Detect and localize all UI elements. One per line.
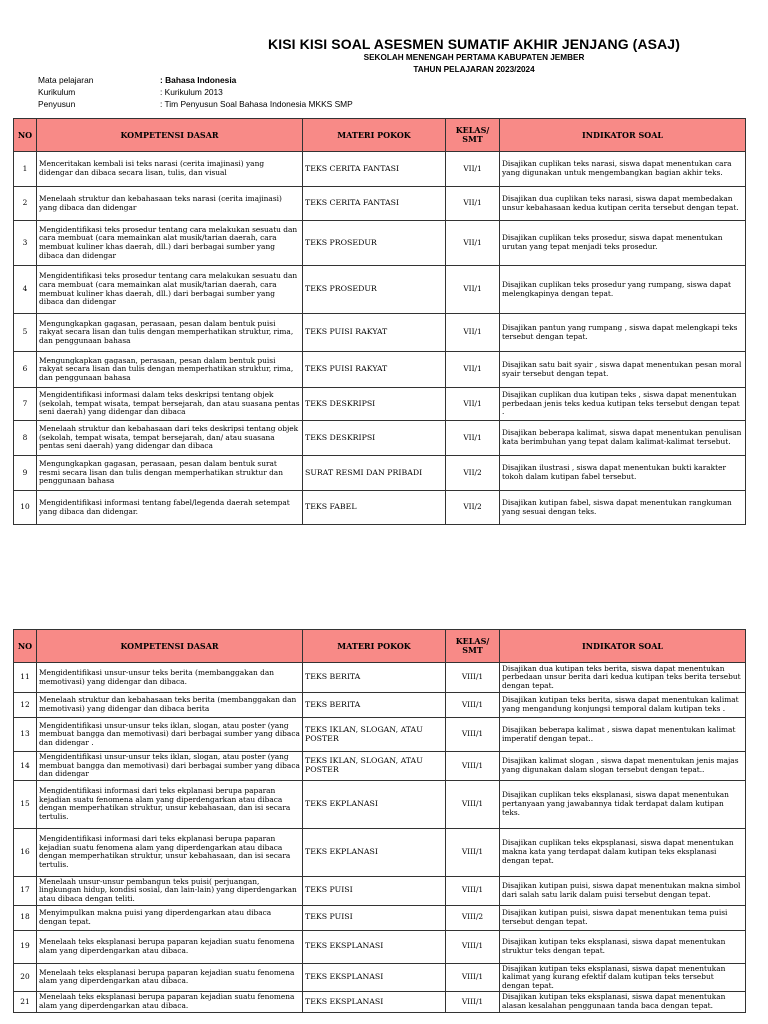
table-row <box>14 187 746 221</box>
kelas-smt-cell: VIII/1 <box>446 693 500 718</box>
grid-table-2 <box>13 629 746 1013</box>
kompetensi-dasar-cell: Mengidentifikasi unsur-unsur teks iklan, slogan, atau poster (yang membuat bangga dan memotivasi) dari berbagai sumber yang dibaca dan didengar <box>37 752 303 781</box>
meta-row-subject <box>38 74 353 86</box>
table-row <box>14 221 746 266</box>
col-header-no: NO <box>14 119 37 152</box>
materi-pokok-cell: TEKS BERITA <box>303 693 446 718</box>
kompetensi-dasar-cell: Mengidentifikasi informasi dari teks ekplanasi berupa paparan kejadian suatu fenomena alam yang diperdengarkan atau dibaca dengan memperhatikan struktur, unsur kebahasaan, dan isi secara tertulis. <box>37 828 303 876</box>
indikator-soal-cell: Disajikan kutipan teks berita, siswa dapat menentukan kalimat yang mengandung konjungsi temporal dalam kutipan teks . <box>500 693 746 718</box>
kompetensi-dasar-cell: Mengidentifikasi unsur-unsur teks berita (membanggakan dan memotivasi) yang didengar dan dibaca. <box>37 663 303 693</box>
meta-value: : Kurikulum 2013 <box>160 87 223 97</box>
row-number: 9 <box>14 456 37 491</box>
col-header-materi: MATERI POKOK <box>303 630 446 663</box>
kelas-smt-cell: VII/2 <box>446 491 500 525</box>
row-number: 5 <box>14 314 37 352</box>
kompetensi-dasar-cell: Menelaah struktur dan kebahasaan teks narasi (cerita imajinasi) yang dibaca dan didengar <box>37 187 303 221</box>
col-header-materi: MATERI POKOK <box>303 119 446 152</box>
table-row <box>14 992 746 1012</box>
kelas-smt-cell: VII/1 <box>446 187 500 221</box>
table-header-row <box>14 119 746 152</box>
academic-year: TAHUN PELAJARAN 2023/2024 <box>413 65 535 74</box>
kompetensi-dasar-cell: Menceritakan kembali isi teks narasi (cerita imajinasi) yang didengar dan dibaca secara lisan, tulis, dan visual <box>37 152 303 187</box>
indikator-soal-cell: Disajikan kutipan teks eksplanasi, siswa dapat menentukan struktur teks dengan tepat. <box>500 930 746 963</box>
kompetensi-dasar-cell: Menelaah struktur dan kebahasaan dari teks deskripsi tentang objek (sekolah, tempat wisata, tempat bersejarah, dan/ atau suasana pentas seni daerah) yang didengar dan dibaca <box>37 421 303 456</box>
kelas-smt-cell: VIII/1 <box>446 876 500 905</box>
table-row <box>14 752 746 781</box>
kelas-smt-cell: VIII/1 <box>446 752 500 781</box>
indikator-soal-cell: Disajikan kutipan teks eksplanasi, siswa dapat menentukan alasan kesalahan penggunaan tanda baca dengan tepat. <box>500 992 746 1012</box>
row-number: 13 <box>14 718 37 752</box>
row-number: 8 <box>14 421 37 456</box>
col-header-indikator: INDIKATOR SOAL <box>500 119 746 152</box>
row-number: 15 <box>14 780 37 828</box>
kompetensi-dasar-cell: Menelaah teks eksplanasi berupa paparan kejadian suatu fenomena alam yang diperdengarkan atau dibaca. <box>37 930 303 963</box>
row-number: 17 <box>14 876 37 905</box>
materi-pokok-cell: TEKS DESKRIPSI <box>303 421 446 456</box>
kompetensi-dasar-cell: Mengidentifikasi teks prosedur tentang cara melakukan sesuatu dan cara membuat (cara memainkan alat musik/tarian daerah, cara membuat kuliner khas daerah, dll.) dari berbagai sumber yang dibaca dan didengar <box>37 221 303 266</box>
table-body-1 <box>14 152 746 525</box>
col-header-kelas <box>446 630 500 663</box>
kompetensi-dasar-cell: Menyimpulkan makna puisi yang diperdengarkan atau dibaca dengan tepat. <box>37 905 303 930</box>
kelas-smt-cell: VII/1 <box>446 421 500 456</box>
row-number: 18 <box>14 905 37 930</box>
meta-label: Penyusun <box>38 99 76 109</box>
row-number: 21 <box>14 992 37 1012</box>
table-row <box>14 718 746 752</box>
table-row <box>14 828 746 876</box>
indikator-soal-cell: Disajikan beberapa kalimat, siswa dapat menentukan penulisan kata berimbuhan yang tepat dalam kalimat-kalimat tersebut. <box>500 421 746 456</box>
kelas-smt-cell: VII/2 <box>446 456 500 491</box>
meta-row-curriculum <box>38 86 353 98</box>
row-number: 12 <box>14 693 37 718</box>
table-row <box>14 663 746 693</box>
materi-pokok-cell: TEKS PUISI RAKYAT <box>303 314 446 352</box>
kelas-smt-cell: VIII/1 <box>446 930 500 963</box>
materi-pokok-cell: TEKS EKSPLANASI <box>303 930 446 963</box>
kelas-smt-cell: VII/1 <box>446 352 500 388</box>
indikator-soal-cell: Disajikan cuplikan teks prosedur yang rumpang, siswa dapat melengkapinya dengan tepat. <box>500 266 746 314</box>
row-number: 6 <box>14 352 37 388</box>
row-number: 2 <box>14 187 37 221</box>
materi-pokok-cell: TEKS EKPLANASI <box>303 828 446 876</box>
kompetensi-dasar-cell: Menelaah unsur-unsur pembangun teks puisi( perjuangan, lingkungan hidup, kondisi sosial, dan lain-lain) yang diperdengarkan atau dibaca dengan teliti. <box>37 876 303 905</box>
kelas-smt-cell: VII/1 <box>446 152 500 187</box>
table-row <box>14 930 746 963</box>
materi-pokok-cell: TEKS CERITA FANTASI <box>303 152 446 187</box>
table-row <box>14 152 746 187</box>
table-row <box>14 693 746 718</box>
materi-pokok-cell: TEKS CERITA FANTASI <box>303 187 446 221</box>
kompetensi-dasar-cell: Mengidentifikasi teks prosedur tentang cara melakukan sesuatu dan cara membuat (cara memainkan alat musik/tarian daerah, cara membuat kuliner khas daerah, dll.) dari berbagai sumber yang dibaca dan didengar <box>37 266 303 314</box>
meta-value: : Bahasa Indonesia <box>160 75 237 85</box>
row-number: 11 <box>14 663 37 693</box>
indikator-soal-cell: Disajikan kutipan puisi, siswa dapat menentukan makna simbol dari salah satu larik dalam puisi tersebut dengan tepat. <box>500 876 746 905</box>
materi-pokok-cell: TEKS FABEL <box>303 491 446 525</box>
col-header-kd: KOMPETENSI DASAR <box>37 119 303 152</box>
smt-label: SMT <box>462 134 483 144</box>
indikator-soal-cell: Disajikan kutipan fabel, siswa dapat menentukan rangkuman yang sesuai dengan teks. <box>500 491 746 525</box>
materi-pokok-cell: TEKS EKSPLANASI <box>303 992 446 1012</box>
table-row <box>14 456 746 491</box>
kelas-smt-cell: VII/1 <box>446 221 500 266</box>
kelas-smt-cell: VII/1 <box>446 266 500 314</box>
materi-pokok-cell: TEKS IKLAN, SLOGAN, ATAU POSTER <box>303 718 446 752</box>
table-row <box>14 780 746 828</box>
indikator-soal-cell: Disajikan pantun yang rumpang , siswa dapat melengkapi teks tersebut dengan tepat. <box>500 314 746 352</box>
col-header-no: NO <box>14 630 37 663</box>
row-number: 16 <box>14 828 37 876</box>
kompetensi-dasar-cell: Menelaah struktur dan kebahasaan teks berita (membanggakan dan memotivasi) yang didengar dan dibaca berita <box>37 693 303 718</box>
row-number: 3 <box>14 221 37 266</box>
kelas-smt-cell: VIII/1 <box>446 963 500 992</box>
kompetensi-dasar-cell: Menelaah teks eksplanasi berupa paparan kejadian suatu fenomena alam yang diperdengarkan atau dibaca. <box>37 992 303 1012</box>
row-number: 4 <box>14 266 37 314</box>
materi-pokok-cell: TEKS BERITA <box>303 663 446 693</box>
materi-pokok-cell: TEKS EKSPLANASI <box>303 963 446 992</box>
col-header-kelas <box>446 119 500 152</box>
materi-pokok-cell: TEKS PROSEDUR <box>303 221 446 266</box>
table-row <box>14 963 746 992</box>
meta-label: Kurikulum <box>38 87 76 97</box>
materi-pokok-cell: TEKS PUISI <box>303 876 446 905</box>
row-number: 20 <box>14 963 37 992</box>
kelas-smt-cell: VIII/1 <box>446 992 500 1012</box>
row-number: 14 <box>14 752 37 781</box>
kompetensi-dasar-cell: Mengungkapkan gagasan, perasaan, pesan dalam bentuk puisi rakyat secara lisan dan tulis dengan memperhatikan struktur, rima, dan penggunaan bahasa <box>37 314 303 352</box>
col-header-indikator: INDIKATOR SOAL <box>500 630 746 663</box>
table-row <box>14 491 746 525</box>
materi-pokok-cell: TEKS DESKRIPSI <box>303 388 446 421</box>
kompetensi-dasar-cell: Mengidentifikasi informasi dalam teks deskripsi tentang objek (sekolah, tempat wisata, tempat bersejarah, dan atau suasana pentas seni daerah) yang didengar dan dibaca <box>37 388 303 421</box>
indikator-soal-cell: Disajikan kutipan teks eksplanasi, siswa dapat menentukan kalimat yang kurang efektif dalam kutipan teks tersebut dengan tepat. <box>500 963 746 992</box>
indikator-soal-cell: Disajikan satu bait syair , siswa dapat menentukan pesan moral syair tersebut dengan tepat. <box>500 352 746 388</box>
table-row <box>14 876 746 905</box>
kompetensi-dasar-cell: Mengidentifikasi informasi tentang fabel/legenda daerah setempat yang dibaca dan didengar. <box>37 491 303 525</box>
indikator-soal-cell: Disajikan beberapa kalimat , siswa dapat menentukan kalimat imperatif dengan tepat.. <box>500 718 746 752</box>
school-name: SEKOLAH MENENGAH PERTAMA KABUPATEN JEMBER <box>363 53 585 62</box>
kelas-smt-cell: VIII/1 <box>446 780 500 828</box>
indikator-soal-cell: Disajikan kutipan puisi, siswa dapat menentukan tema puisi tersebut dengan tepat. <box>500 905 746 930</box>
indikator-soal-cell: Disajikan kalimat slogan , siswa dapat menentukan jenis majas yang digunakan dalam slogan tersebut dengan tepat.. <box>500 752 746 781</box>
kelas-smt-cell: VII/1 <box>446 314 500 352</box>
col-header-kd: KOMPETENSI DASAR <box>37 630 303 663</box>
row-number: 7 <box>14 388 37 421</box>
kelas-smt-cell: VIII/1 <box>446 828 500 876</box>
indikator-soal-cell: Disajikan dua kutipan teks berita, siswa dapat menentukan perbedaan unsur berita dari kedua kutipan teks berita tersebut dengan tepat. <box>500 663 746 693</box>
table-row <box>14 905 746 930</box>
kompetensi-dasar-cell: Menelaah teks eksplanasi berupa paparan kejadian suatu fenomena alam yang diperdengarkan atau dibaca. <box>37 963 303 992</box>
kelas-label: KELAS/ <box>455 125 490 136</box>
kelas-smt-cell: VII/1 <box>446 388 500 421</box>
document-title: KISI KISI SOAL ASESMEN SUMATIF AKHIR JENJANG (ASAJ) <box>268 36 680 52</box>
indikator-soal-cell: Disajikan cuplikan teks eksplanasi, siswa dapat menentukan pertanyaan yang jawabannya tidak terdapat dalam kutipan teks. <box>500 780 746 828</box>
indikator-soal-cell: Disajikan cuplikan teks narasi, siswa dapat menentukan cara yang digunakan untuk mengembangkan bagian akhir teks. <box>500 152 746 187</box>
indikator-soal-cell: Disajikan dua cuplikan teks narasi, siswa dapat membedakan unsur kebahasaan kedua kutipan cerita tersebut dengan tepat. <box>500 187 746 221</box>
materi-pokok-cell: TEKS IKLAN, SLOGAN, ATAU POSTER <box>303 752 446 781</box>
materi-pokok-cell: TEKS PROSEDUR <box>303 266 446 314</box>
indikator-soal-cell: Disajikan ilustrasi , siswa dapat menentukan bukti karakter tokoh dalam kutipan fabel tersebut. <box>500 456 746 491</box>
kompetensi-dasar-cell: Mengungkapkan gagasan, perasaan, pesan dalam bentuk surat resmi secara lisan dan tulis dengan memperhatikan struktur dan penggunaan bahasa <box>37 456 303 491</box>
indikator-soal-cell: Disajikan cuplikan teks prosedur, siswa dapat menentukan urutan yang tepat menjadi teks prosedur. <box>500 221 746 266</box>
indikator-soal-cell: Disajikan cuplikan teks ekpsplanasi, siswa dapat menentukan makna kata yang terdapat dalam kutipan teks eksplanasi dengan tepat. <box>500 828 746 876</box>
kelas-label: KELAS/ <box>455 636 490 647</box>
meta-value: : Tim Penyusun Soal Bahasa Indonesia MKKS SMP <box>160 99 353 109</box>
meta-row-author <box>38 98 353 110</box>
kelas-smt-cell: VIII/1 <box>446 718 500 752</box>
materi-pokok-cell: TEKS PUISI RAKYAT <box>303 352 446 388</box>
table-row <box>14 352 746 388</box>
kompetensi-dasar-cell: Mengidentifikasi unsur-unsur teks iklan, slogan, atau poster (yang membuat bangga dan memotivasi) dari berbagai sumber yang dibaca dan didengar . <box>37 718 303 752</box>
meta-label: Mata pelajaran <box>38 75 94 85</box>
materi-pokok-cell: SURAT RESMI DAN PRIBADI <box>303 456 446 491</box>
row-number: 1 <box>14 152 37 187</box>
materi-pokok-cell: TEKS PUISI <box>303 905 446 930</box>
kompetensi-dasar-cell: Mengungkapkan gagasan, perasaan, pesan dalam bentuk puisi rakyat secara lisan dan tulis dengan memperhatikan struktur, rima, dan penggunaan bahasa <box>37 352 303 388</box>
kelas-smt-cell: VIII/2 <box>446 905 500 930</box>
materi-pokok-cell: TEKS EKPLANASI <box>303 780 446 828</box>
row-number: 10 <box>14 491 37 525</box>
smt-label: SMT <box>462 645 483 655</box>
table-row <box>14 421 746 456</box>
document-meta <box>38 74 353 110</box>
table-header-row <box>14 630 746 663</box>
indikator-soal-cell: Disajikan cuplikan dua kutipan teks , siswa dapat menentukan perbedaan jenis teks kedua kutipan teks tersebut dengan tepat . <box>500 388 746 421</box>
table-row <box>14 266 746 314</box>
table-row <box>14 388 746 421</box>
kompetensi-dasar-cell: Mengidentifikasi informasi dari teks ekplanasi berupa paparan kejadian suatu fenomena alam yang diperdengarkan atau dibaca dengan memperhatikan struktur, unsur kebahasaan, dan isi secara tertulis. <box>37 780 303 828</box>
kelas-smt-cell: VIII/1 <box>446 663 500 693</box>
grid-table-1 <box>13 118 746 525</box>
table-body-2 <box>14 663 746 1013</box>
table-row <box>14 314 746 352</box>
row-number: 19 <box>14 930 37 963</box>
